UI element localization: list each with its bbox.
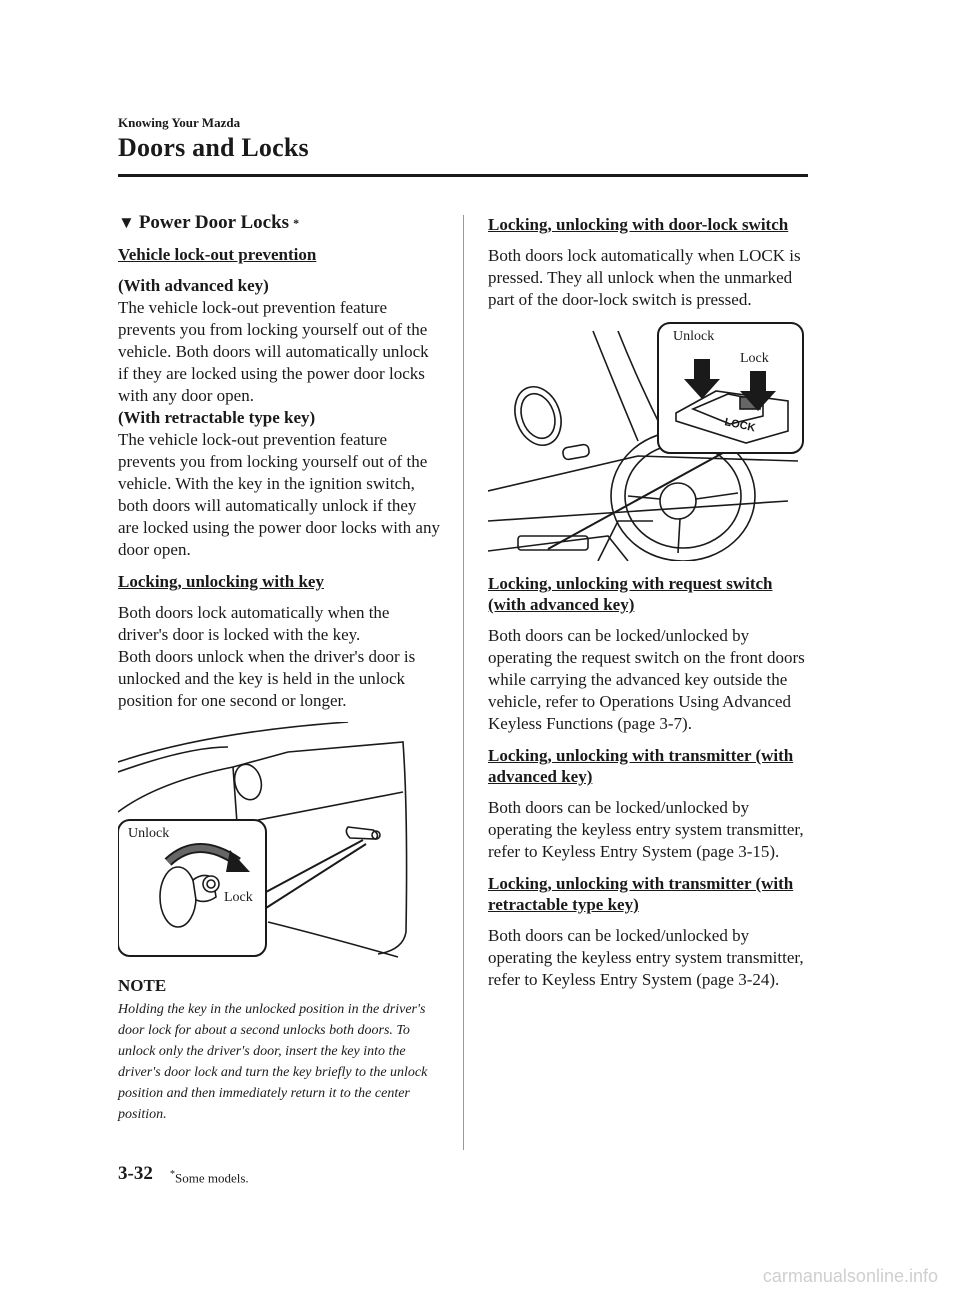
- door-lock-switch-title: Locking, unlocking with door-lock switch: [488, 215, 789, 234]
- left-column: [118, 212, 440, 1125]
- advanced-key-label: (With advanced key): [118, 276, 269, 295]
- heading-text: Power Door Locks: [138, 212, 290, 233]
- transmitter-retractable-text: Both doors can be locked/unlocked by operating the keyless entry system transmitter, refer to Keyless Entry System (page 3-24).: [488, 926, 804, 989]
- request-switch-text: Both doors can be locked/unlocked by operating the request switch on the front doors while carrying the advanced key outside the vehicle, refer to Operations Using Advanced Keyless Functions (page 3-7).: [488, 626, 805, 733]
- transmitter-retractable-title: Locking, unlocking with transmitter (with retractable type key): [488, 874, 794, 914]
- transmitter-advanced-title: Locking, unlocking with transmitter (with advanced key): [488, 746, 794, 786]
- heading-star-mark: *: [293, 215, 300, 230]
- lock-label: Lock: [224, 890, 253, 905]
- footer-star-mark: *: [170, 1169, 175, 1180]
- power-door-locks-heading: [118, 212, 440, 234]
- key-lock-title: Locking, unlocking with key: [118, 572, 324, 591]
- title-rule: [118, 174, 808, 177]
- triangle-bullet-icon: ▼: [118, 213, 135, 232]
- right-column: [488, 214, 810, 1001]
- lockout-title: Vehicle lock-out prevention: [118, 245, 317, 264]
- key-lock-text-1: Both doors lock automatically when the driver's door is locked with the key.: [118, 603, 390, 644]
- switch-lock-text: LOCK: [723, 416, 757, 435]
- page-number: 3-32: [118, 1163, 153, 1184]
- retractable-key-label: (With retractable type key): [118, 408, 316, 427]
- footer-note: [170, 1169, 249, 1186]
- transmitter-advanced-text: Both doors can be locked/unlocked by operating the keyless entry system transmitter, refer to Keyless Entry System (page 3-15).: [488, 798, 804, 861]
- key-lock-text-2: Both doors unlock when the driver's door is unlocked and the key is held in the unlock position for one second or longer.: [118, 647, 416, 710]
- watermark: carmanualsonline.info: [762, 1266, 938, 1286]
- note-title: NOTE: [118, 976, 167, 995]
- column-divider: [463, 215, 464, 1150]
- door-lock-switch-figure: [488, 321, 810, 561]
- footer-note-text: Some models.: [175, 1170, 249, 1186]
- door-illustration: [118, 722, 440, 962]
- door-lock-switch-text: Both doors lock automatically when LOCK is pressed. They all unlock when the unmarked part of the door-lock switch is pressed.: [488, 246, 801, 309]
- page-title: Doors and Locks: [118, 133, 309, 162]
- unlock-label: Unlock: [128, 826, 170, 841]
- retractable-key-text: The vehicle lock-out prevention feature prevents you from locking yourself out of the vehicle. With the key in the ignition switch, both doors will automatically unlock if they are locked using the power door locks with any door open.: [118, 430, 440, 559]
- advanced-key-text: The vehicle lock-out prevention feature prevents you from locking yourself out of the vehicle. Both doors will automatically unlock if they are locked using the power door locks with any door open.: [118, 298, 429, 405]
- note-text: Holding the key in the unlocked position in the driver's door lock for about a second unlocks both doors. To unlock only the driver's door, insert the key into the driver's door lock and turn the key briefly to the unlock position and then immediately return it to the center position.: [118, 1002, 428, 1122]
- request-switch-title: Locking, unlocking with request switch (with advanced key): [488, 574, 773, 614]
- lock-label: Lock: [740, 351, 769, 366]
- section-label: Knowing Your Mazda: [118, 115, 241, 130]
- unlock-label: Unlock: [673, 329, 715, 344]
- key-lock-figure: [118, 722, 440, 962]
